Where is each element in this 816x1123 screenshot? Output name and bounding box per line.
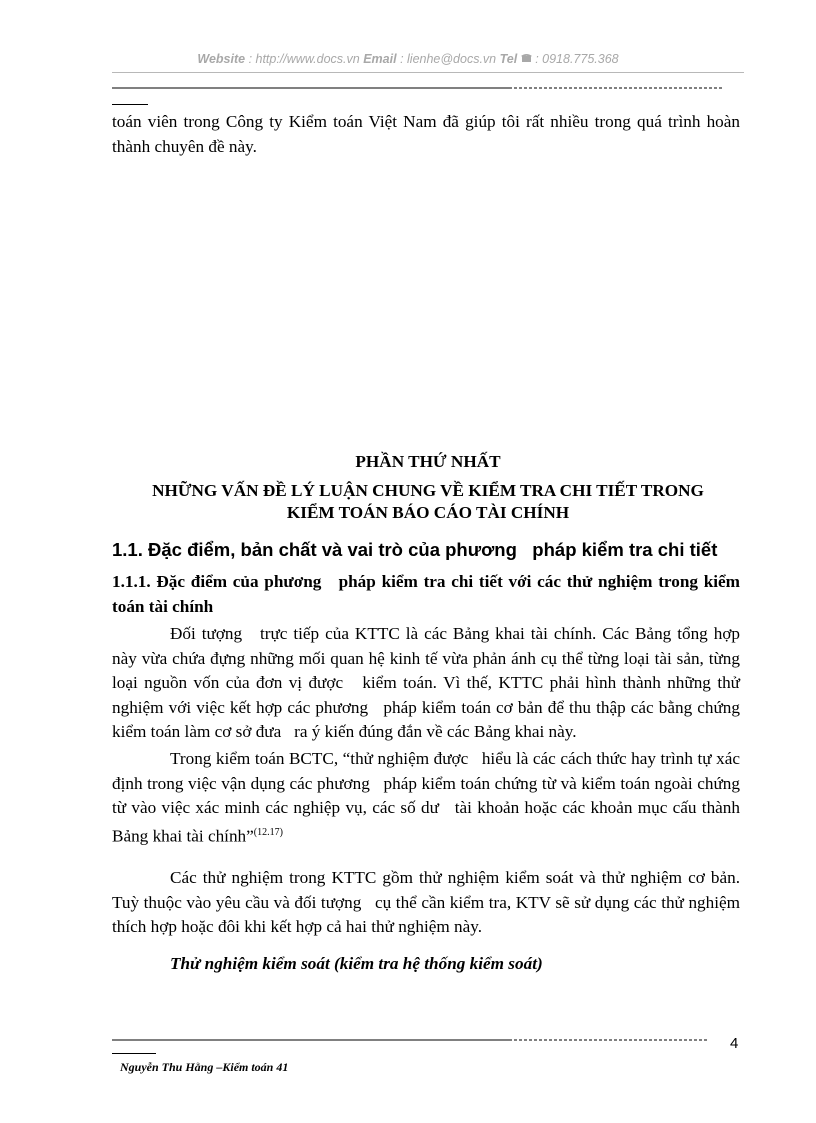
citation: (12.17) xyxy=(253,826,283,838)
part-subtitle-line2: KIỂM TOÁN BÁO CÁO TÀI CHÍNH xyxy=(286,503,570,522)
footer-author: Nguyễn Thu Hằng –Kiểm toán 41 xyxy=(120,1060,289,1074)
body-paragraph-1: Đối tượng trực tiếp của KTTC là các Bảng khai tài chính. Các Bảng tổng hợp này vừa chứa đựng những mối quan hệ kinh tế vừa phản ánh cụ thể từng loại tài sản, từng loại nguồn vốn của đơn vị được kiểm toán. Vì thế, KTTC phải hình thành những thử nghiệm với việc kết hợp các phương pháp kiểm toán cơ bản để thu thập các bằng chứng kiểm toán làm cơ sở đưa ra ý kiến đúng đắn về các Bảng khai này. xyxy=(112,624,745,741)
email-value: : lienhe@docs.vn xyxy=(400,52,497,66)
intro-paragraph: toán viên trong Công ty Kiểm toán Việt Nam đã giúp tôi rất nhiều trong quá trình hoàn thành chuyên đề này. xyxy=(112,112,740,156)
body-paragraph-2-text: Trong kiểm toán BCTC, “thử nghiệm được hiểu là các cách thức hay trình tự xác định trong việc vận dụng các phương pháp kiểm toán chứng từ và kiểm toán ngoài chứng từ vào việc xác minh các nghiệp vụ, các số dư tài khoản hoặc các khoản mục cấu thành Bảng khai tài chính” xyxy=(112,749,745,846)
header-rule xyxy=(112,72,744,73)
phone-icon xyxy=(521,52,535,66)
footer-separator-line xyxy=(112,1036,708,1044)
part-title: PHẦN THỨ NHẤT xyxy=(355,452,501,471)
page-header xyxy=(0,52,816,66)
email-label: Email xyxy=(363,52,397,66)
tel-value: : 0918.775.368 xyxy=(535,52,619,66)
top-separator-line xyxy=(112,83,724,93)
tel-label: Tel xyxy=(499,52,518,66)
footer-short-line xyxy=(112,1053,156,1054)
body-paragraph-2 xyxy=(112,747,745,849)
body-paragraph-3: Các thử nghiệm trong KTTC gồm thử nghiệm kiểm soát và thử nghiệm cơ bản. Tuỳ thuộc vào yêu cầu và đối tượng cụ thể cần kiểm tra, KTV sẽ sử dụng các thử nghiệm thích hợp hoặc đôi khi kết hợp cả hai thử nghiệm này. xyxy=(112,868,745,936)
website-value: : http://www.docs.vn xyxy=(248,52,360,66)
subsection-heading: 1.1.1. Đặc điểm của phương pháp kiểm tra chi tiết với các thử nghiệm trong kiểm toán tài chính xyxy=(112,572,745,616)
italic-subheading: Thử nghiệm kiểm soát (kiểm tra hệ thống kiểm soát) xyxy=(170,954,543,973)
top-short-line xyxy=(112,104,148,105)
page-number: 4 xyxy=(730,1035,739,1052)
website-label: Website xyxy=(197,52,246,66)
part-subtitle-line1: NHỮNG VẤN ĐỀ LÝ LUẬN CHUNG VỀ KIỂM TRA CHI TIẾT TRONG xyxy=(152,481,704,500)
section-heading: 1.1. Đặc điểm, bản chất và vai trò của phương pháp kiểm tra chi tiết xyxy=(112,539,718,560)
